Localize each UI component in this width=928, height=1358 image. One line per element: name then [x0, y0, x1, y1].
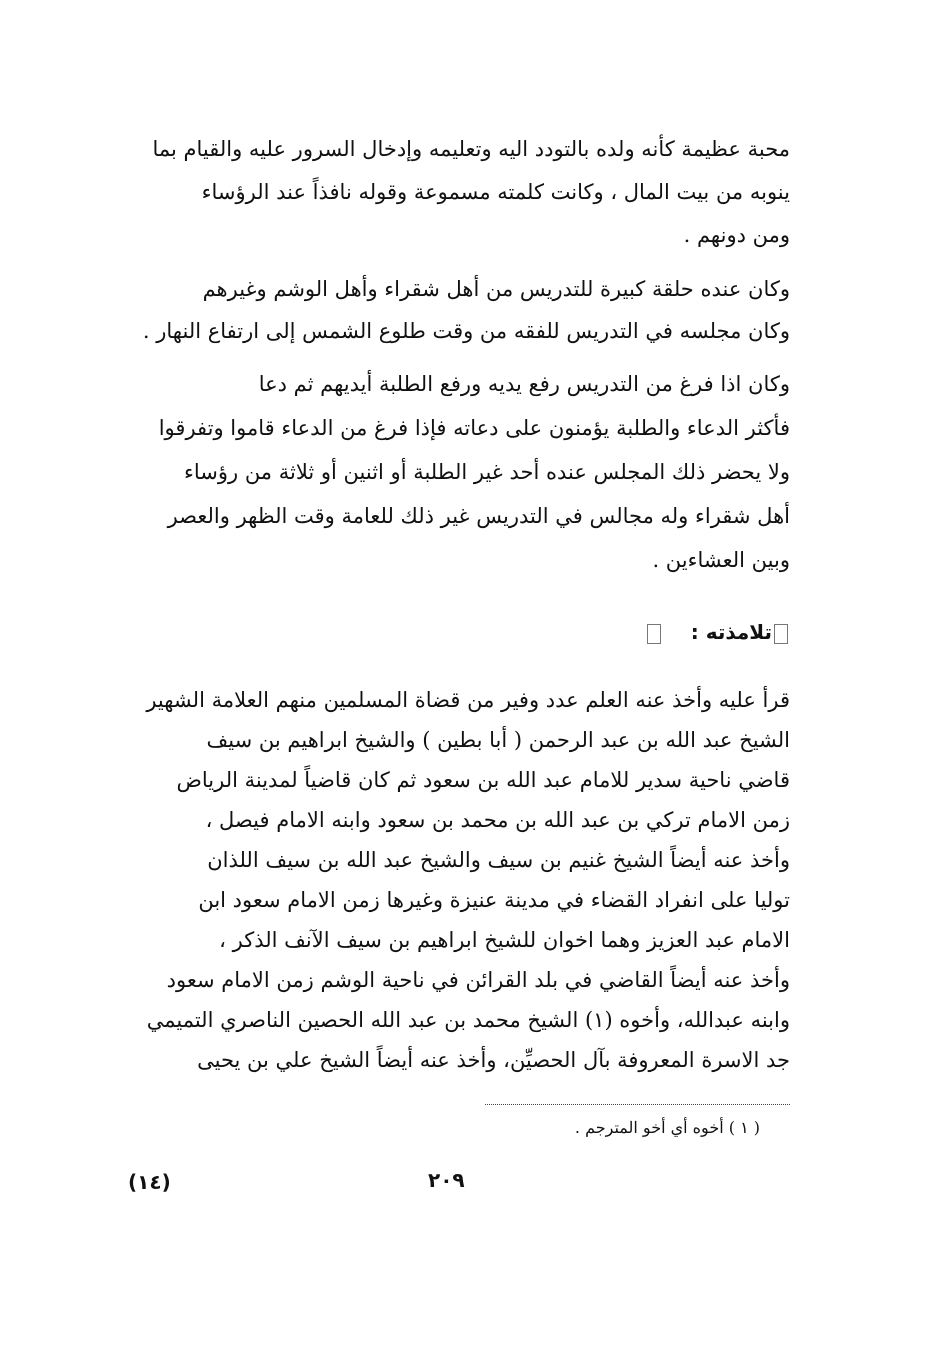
- text-line: قرأ عليه وأخذ عنه العلم عدد وفير من قضاة المسلمين منهم العلامة الشهير: [146, 688, 790, 712]
- text-line: محبة عظيمة كأنه ولده بالتودد اليه وتعليمه وإدخال السرور عليه والقيام بما: [152, 137, 790, 161]
- text-line: وكان مجلسه في التدريس للفقه من وقت طلوع الشمس إلى ارتفاع النهار .: [142, 319, 790, 343]
- text-line: زمن الامام تركي بن عبد الله بن محمد بن سعود وابنه الامام فيصل ،: [205, 808, 790, 832]
- box-mark-icon: [774, 624, 788, 644]
- paragraph-3: [118, 362, 790, 582]
- paragraph-4: [118, 680, 790, 1080]
- section-heading-text: تلامذته :: [690, 620, 772, 644]
- text-line: ينوبه من بيت المال ، وكانت كلمته مسموعة وقوله نافذاً عند الرؤساء: [201, 180, 790, 204]
- text-line: وأخذ عنه أيضاً الشيخ غنيم بن سيف والشيخ عبد الله بن سيف اللذان: [207, 848, 790, 872]
- text-line: وابنه عبدالله، وأخوه (١) الشيخ محمد بن عبد الله الحصين الناصري التميمي: [146, 1008, 790, 1032]
- text-line: الشيخ عبد الله بن عبد الرحمن ( أبا بطين ) والشيخ ابراهيم بن سيف: [206, 728, 790, 752]
- footnote: ( ١ ) أخوه أي أخو المترجم .: [574, 1118, 760, 1137]
- signature-mark: (١٤): [128, 1170, 171, 1194]
- text-line: وكان اذا فرغ من التدريس رفع يديه ورفع الطلبة أيديهم ثم دعا: [258, 372, 790, 396]
- text-line: وكان عنده حلقة كبيرة للتدريس من أهل شقراء وأهل الوشم وغيرهم: [202, 277, 790, 301]
- text-line: توليا على انفراد القضاء في مدينة عنيزة وغيرها زمن الامام سعود ابن: [198, 888, 790, 912]
- text-line: ومن دونهم .: [683, 223, 790, 247]
- section-heading: [645, 620, 790, 644]
- paragraph-1: [118, 128, 790, 257]
- text-line: أهل شقراء وله مجالس في التدريس غير ذلك للعامة وقت الظهر والعصر: [167, 504, 790, 528]
- text-line: فأكثر الدعاء والطلبة يؤمنون على دعاته فإذا فرغ من الدعاء قاموا وتفرقوا: [158, 416, 790, 440]
- text-line: جد الاسرة المعروفة بآل الحصيِّن، وأخذ عنه أيضاً الشيخ علي بن يحيى: [197, 1048, 790, 1072]
- text-line: ولا يحضر ذلك المجلس عنده أحد غير الطلبة أو اثنين أو ثلاثة من رؤساء: [184, 460, 790, 484]
- text-line: وأخذ عنه أيضاً القاضي في بلد القرائن في ناحية الوشم زمن الامام سعود: [166, 968, 790, 992]
- paragraph-2: [118, 268, 790, 352]
- box-mark-icon: [647, 624, 661, 644]
- footnote-divider: [485, 1104, 790, 1105]
- text-line: الامام عبد العزيز وهما اخوان للشيخ ابراهيم بن سيف الآنف الذكر ،: [219, 928, 790, 952]
- text-line: وبين العشاءين .: [652, 548, 790, 572]
- text-line: قاضي ناحية سدير للامام عبد الله بن سعود ثم كان قاضياً لمدينة الرياض: [176, 768, 790, 792]
- page-number: ٢٠٩: [428, 1168, 465, 1192]
